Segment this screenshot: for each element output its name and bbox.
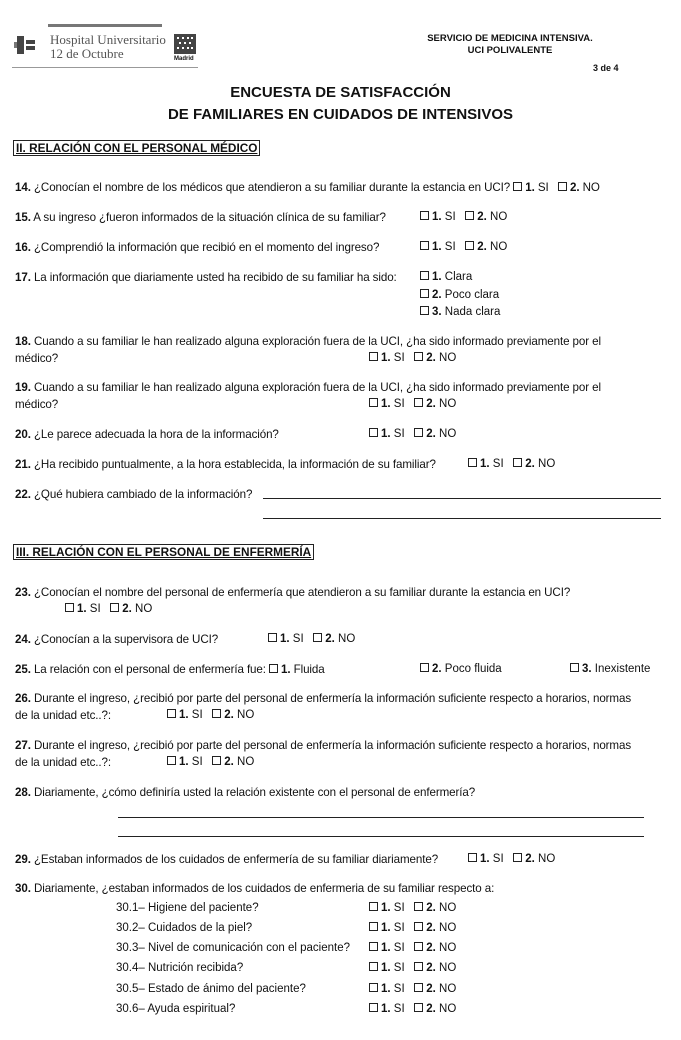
q17-clear-num: 1. [432, 271, 442, 283]
q17-clear-checkbox[interactable] [420, 271, 429, 280]
q25-number: 25. [15, 663, 31, 676]
q29-yes-label: SI [489, 853, 504, 865]
section-nursing-heading: III. RELACIÓN CON EL PERSONAL DE ENFERMERÍA [13, 544, 314, 560]
q27-text: Durante el ingreso, ¿recibió por parte del personal de enfermería la información suficiente respecto a horarios, normas [30, 739, 632, 752]
q19-text: Cuando a su familiar le han realizado alguna exploración fuera de la UCI, ¿ha sido informado previamente por el [30, 381, 601, 394]
q23-text: ¿Conocían el nombre del personal de enfermería que atendieron a su familiar durante la estancia en UCI? [30, 586, 571, 599]
q20-yes-checkbox[interactable] [369, 428, 378, 437]
q30-6-yes-checkbox[interactable] [369, 1003, 378, 1012]
question-30 [15, 882, 494, 895]
q15-number: 15. [15, 211, 31, 224]
q30-6-yes-num: 1. [381, 1003, 391, 1015]
page-number: 3 de 4 [593, 63, 619, 73]
q30-sub-item [116, 962, 243, 974]
q30-1-yes-label: SI [390, 902, 405, 914]
q30-6-text: Ayuda espiritual? [144, 1003, 236, 1015]
q24-no-checkbox[interactable] [313, 633, 322, 642]
q29-yes-checkbox[interactable] [468, 853, 477, 862]
q30-3-no-checkbox[interactable] [414, 942, 423, 951]
q21-text: ¿Ha recibido puntualmente, a la hora establecida, la información de su familiar? [30, 458, 436, 471]
q30-sub-item [116, 983, 306, 995]
q30-2-yes-num: 1. [381, 922, 391, 934]
q27-no-label: NO [233, 756, 255, 768]
q16-no-checkbox[interactable] [465, 241, 474, 250]
q30-2-no-checkbox[interactable] [414, 922, 423, 931]
question-26 [15, 692, 631, 705]
q18-yes-num: 1. [381, 352, 391, 364]
q30-1-number: 30.1– [116, 902, 145, 914]
q30-4-no-checkbox[interactable] [414, 962, 423, 971]
q17-clear-label: Clara [441, 271, 473, 283]
q16-options [420, 241, 507, 253]
q20-no-num: 2. [426, 428, 436, 440]
q30-2-yes-checkbox[interactable] [369, 922, 378, 931]
q30-number: 30. [15, 882, 31, 895]
q18-no-num: 2. [426, 352, 436, 364]
q16-yes-label: SI [441, 241, 456, 253]
q29-yes-num: 1. [480, 853, 490, 865]
q14-text: ¿Conocían el nombre de los médicos que atendieron a su familiar durante la estancia en UCI? [30, 181, 511, 194]
q20-number: 20. [15, 428, 31, 441]
q17-unclear-num: 3. [432, 306, 442, 318]
q30-4-yes-num: 1. [381, 962, 391, 974]
q30-3-options [369, 942, 456, 954]
q26-yes-label: SI [188, 709, 203, 721]
hospital-name-line2: 12 de Octubre [50, 46, 124, 61]
q30-5-yes-num: 1. [381, 983, 391, 995]
q30-4-number: 30.4– [116, 962, 145, 974]
q30-6-options [369, 1003, 456, 1015]
q14-yes-checkbox[interactable] [513, 182, 522, 191]
q24-yes-checkbox[interactable] [268, 633, 277, 642]
q30-4-options [369, 962, 456, 974]
q14-number: 14. [15, 181, 31, 194]
q23-yes-label: SI [86, 603, 101, 615]
q25-option-less-fluid [420, 663, 502, 675]
q21-options [468, 458, 555, 470]
q30-sub-item [116, 1003, 235, 1015]
q30-5-text: Estado de ánimo del paciente? [144, 983, 306, 995]
q25-less-fluid-checkbox[interactable] [420, 663, 429, 672]
q19-number: 19. [15, 381, 31, 394]
q30-5-no-label: NO [435, 983, 457, 995]
question-23 [15, 586, 570, 599]
question-17 [15, 271, 397, 284]
q24-no-label: NO [334, 633, 356, 645]
q14-no-label: NO [579, 181, 600, 194]
q30-sub-item [116, 922, 252, 934]
q30-1-text: Higiene del paciente? [144, 902, 259, 914]
q29-text: ¿Estaban informados de los cuidados de enfermería de su familiar diariamente? [30, 853, 439, 866]
q24-number: 24. [15, 633, 31, 646]
q27-no-num: 2. [224, 756, 234, 768]
question-24 [15, 633, 218, 646]
question-25 [15, 663, 325, 676]
q26-text: Durante el ingreso, ¿recibió por parte del personal de enfermería la información suficiente respecto a horarios, normas [30, 692, 632, 705]
q20-yes-label: SI [390, 428, 405, 440]
q30-4-text: Nutrición recibida? [144, 962, 244, 974]
madrid-label: Madrid [174, 56, 194, 62]
q24-yes-label: SI [289, 633, 304, 645]
q17-number: 17. [15, 271, 31, 284]
q21-no-num: 2. [525, 458, 535, 470]
q27-options [167, 756, 254, 768]
q21-number: 21. [15, 458, 31, 471]
hospital-name-line1: Hospital Universitario [50, 32, 166, 47]
q30-5-no-checkbox[interactable] [414, 983, 423, 992]
q15-yes-checkbox[interactable] [420, 211, 429, 220]
q30-6-no-checkbox[interactable] [414, 1003, 423, 1012]
q30-4-no-num: 2. [426, 962, 436, 974]
question-28 [15, 786, 475, 799]
q24-no-num: 2. [325, 633, 335, 645]
question-18 [15, 335, 601, 348]
q24-text: ¿Conocían a la supervisora de UCI? [30, 633, 219, 646]
q19-text-line2: médico? [15, 398, 59, 411]
q20-options [369, 428, 456, 440]
q15-yes-num: 1. [432, 211, 442, 223]
q14-yes-label: SI [534, 181, 549, 194]
q27-no-checkbox[interactable] [212, 756, 221, 765]
q25-fluid-num: 1. [281, 663, 291, 676]
q23-no-label: NO [131, 603, 153, 615]
q18-yes-checkbox[interactable] [369, 352, 378, 361]
q20-no-label: NO [435, 428, 457, 440]
q16-text: ¿Comprendió la información que recibió en el momento del ingreso? [30, 241, 380, 254]
q16-yes-checkbox[interactable] [420, 241, 429, 250]
q17-somewhat-checkbox[interactable] [420, 289, 429, 298]
q23-no-num: 2. [122, 603, 132, 615]
q25-fluid-checkbox[interactable] [269, 664, 278, 673]
q17-text: La información que diariamente usted ha recibido de su familiar ha sido: [30, 271, 397, 284]
question-27 [15, 739, 631, 752]
q17-somewhat-num: 2. [432, 289, 442, 301]
q19-no-label: NO [435, 398, 457, 410]
q30-1-no-label: NO [435, 902, 457, 914]
q30-5-yes-label: SI [390, 983, 405, 995]
q30-text: Diariamente, ¿estaban informados de los cuidados de enfermeria de su familiar respecto a: [30, 882, 495, 895]
q30-3-yes-label: SI [390, 942, 405, 954]
q16-no-num: 2. [477, 241, 487, 253]
q26-options [167, 709, 254, 721]
q25-nonexistent-label: Inexistente [591, 663, 651, 675]
question-15 [15, 211, 386, 224]
q30-2-text: Cuidados de la piel? [144, 922, 253, 934]
q30-1-yes-checkbox[interactable] [369, 902, 378, 911]
q21-yes-num: 1. [480, 458, 490, 470]
q30-2-no-num: 2. [426, 922, 436, 934]
q29-no-checkbox[interactable] [513, 853, 522, 862]
q23-yes-num: 1. [77, 603, 87, 615]
q25-less-fluid-num: 2. [432, 663, 442, 675]
q19-yes-num: 1. [381, 398, 391, 410]
q17-unclear-label: Nada clara [441, 306, 501, 318]
service-line2: UCI POLIVALENTE [467, 45, 553, 56]
q30-2-options [369, 922, 456, 934]
q15-text: A su ingreso ¿fueron informados de la situación clínica de su familiar? [30, 211, 386, 224]
q27-number: 27. [15, 739, 31, 752]
q30-2-number: 30.2– [116, 922, 145, 934]
q30-6-number: 30.6– [116, 1003, 145, 1015]
q24-options [268, 633, 355, 645]
q18-text: Cuando a su familiar le han realizado alguna exploración fuera de la UCI, ¿ha sido informado previamente por el [30, 335, 601, 348]
logo-top-bar [48, 24, 162, 27]
q19-no-num: 2. [426, 398, 436, 410]
q20-yes-num: 1. [381, 428, 391, 440]
q30-3-yes-checkbox[interactable] [369, 942, 378, 951]
q30-5-yes-checkbox[interactable] [369, 983, 378, 992]
q23-options [65, 603, 152, 615]
q26-yes-checkbox[interactable] [167, 709, 176, 718]
q30-5-number: 30.5– [116, 983, 145, 995]
q21-yes-label: SI [489, 458, 504, 470]
q14-no-num: 2. [570, 181, 580, 194]
q25-text: La relación con el personal de enfermería fue: [30, 663, 266, 676]
q15-no-label: NO [486, 211, 508, 223]
q15-no-checkbox[interactable] [465, 211, 474, 220]
q18-options [369, 352, 456, 364]
q30-sub-item [116, 902, 259, 914]
q17-option-unclear [420, 306, 500, 318]
q18-yes-label: SI [390, 352, 405, 364]
q15-yes-label: SI [441, 211, 456, 223]
section-medical-heading: II. RELACIÓN CON EL PERSONAL MÉDICO [13, 140, 260, 156]
q26-number: 26. [15, 692, 31, 705]
q25-option-nonexistent [570, 663, 650, 675]
q30-3-number: 30.3– [116, 942, 145, 954]
q30-1-yes-num: 1. [381, 902, 391, 914]
q30-4-yes-label: SI [390, 962, 405, 974]
q22-number: 22. [15, 488, 31, 501]
survey-title-line1: ENCUESTA DE SATISFACCIÓN [230, 84, 451, 101]
q26-text-line2: de la unidad etc..?: [15, 709, 111, 722]
q30-3-yes-num: 1. [381, 942, 391, 954]
q29-no-label: NO [534, 853, 556, 865]
q15-no-num: 2. [477, 211, 487, 223]
q30-2-yes-label: SI [390, 922, 405, 934]
q30-6-no-label: NO [435, 1003, 457, 1015]
q25-fluid-label: Fluida [290, 663, 325, 676]
q23-number: 23. [15, 586, 31, 599]
q30-6-yes-label: SI [390, 1003, 405, 1015]
q21-yes-checkbox[interactable] [468, 458, 477, 467]
q26-no-checkbox[interactable] [212, 709, 221, 718]
service-line1: SERVICIO DE MEDICINA INTENSIVA. [427, 33, 593, 44]
q21-no-label: NO [534, 458, 556, 470]
hospital-logo [12, 24, 198, 68]
q18-number: 18. [15, 335, 31, 348]
q22-answer-line-2[interactable] [263, 518, 661, 519]
q29-no-num: 2. [525, 853, 535, 865]
question-21 [15, 458, 436, 471]
q27-text-line2: de la unidad etc..?: [15, 756, 111, 769]
q18-text-line2: médico? [15, 352, 59, 365]
q30-5-no-num: 2. [426, 983, 436, 995]
q14-yes-num: 1. [525, 181, 535, 194]
q17-option-somewhat [420, 289, 499, 301]
q30-1-no-num: 2. [426, 902, 436, 914]
hospital-emblem-icon [14, 32, 40, 58]
q25-less-fluid-label: Poco fluida [441, 663, 502, 675]
q29-options [468, 853, 555, 865]
question-22 [15, 488, 252, 501]
q30-4-no-label: NO [435, 962, 457, 974]
q30-sub-item [116, 942, 350, 954]
q30-1-options [369, 902, 456, 914]
q21-no-checkbox[interactable] [513, 458, 522, 467]
q30-2-no-label: NO [435, 922, 457, 934]
q23-no-checkbox[interactable] [110, 603, 119, 612]
q30-4-yes-checkbox[interactable] [369, 962, 378, 971]
q30-3-no-label: NO [435, 942, 457, 954]
q16-yes-num: 1. [432, 241, 442, 253]
q26-no-num: 2. [224, 709, 234, 721]
q30-3-text: Nivel de comunicación con el paciente? [144, 942, 350, 954]
q16-number: 16. [15, 241, 31, 254]
q18-no-checkbox[interactable] [414, 352, 423, 361]
q30-3-no-num: 2. [426, 942, 436, 954]
q26-yes-num: 1. [179, 709, 189, 721]
madrid-emblem-icon [174, 34, 196, 54]
q23-yes-checkbox[interactable] [65, 603, 74, 612]
q27-yes-checkbox[interactable] [167, 756, 176, 765]
q28-number: 28. [15, 786, 31, 799]
survey-title-line2: DE FAMILIARES EN CUIDADOS DE INTENSIVOS [167, 106, 514, 123]
q18-no-label: NO [435, 352, 457, 364]
q22-text: ¿Qué hubiera cambiado de la información? [30, 488, 253, 501]
q24-yes-num: 1. [280, 633, 290, 645]
q27-yes-num: 1. [179, 756, 189, 768]
q26-no-label: NO [233, 709, 255, 721]
q14-no-checkbox[interactable] [558, 182, 567, 191]
q27-yes-label: SI [188, 756, 203, 768]
q28-text: Diariamente, ¿cómo definiría usted la relación existente con el personal de enfermería? [30, 786, 476, 799]
q25-nonexistent-checkbox[interactable] [570, 663, 579, 672]
q19-yes-checkbox[interactable] [369, 398, 378, 407]
question-29 [15, 853, 438, 866]
logo-bottom-bar [12, 67, 198, 68]
q17-unclear-checkbox[interactable] [420, 306, 429, 315]
q20-no-checkbox[interactable] [414, 428, 423, 437]
q19-options [369, 398, 456, 410]
q29-number: 29. [15, 853, 31, 866]
q20-text: ¿Le parece adecuada la hora de la información? [30, 428, 279, 441]
q25-nonexistent-num: 3. [582, 663, 592, 675]
q19-no-checkbox[interactable] [414, 398, 423, 407]
q22-answer-line-1[interactable] [263, 498, 661, 499]
q28-answer-line-1[interactable] [118, 817, 644, 818]
question-16 [15, 241, 379, 254]
question-20 [15, 428, 279, 441]
q17-option-clear [420, 271, 472, 283]
q30-6-no-num: 2. [426, 1003, 436, 1015]
q30-1-no-checkbox[interactable] [414, 902, 423, 911]
q19-yes-label: SI [390, 398, 405, 410]
question-19 [15, 381, 601, 394]
q30-5-options [369, 983, 456, 995]
q16-no-label: NO [486, 241, 508, 253]
q17-somewhat-label: Poco clara [441, 289, 500, 301]
q15-options [420, 211, 507, 223]
q28-answer-line-2[interactable] [118, 836, 644, 837]
question-14 [15, 181, 600, 194]
